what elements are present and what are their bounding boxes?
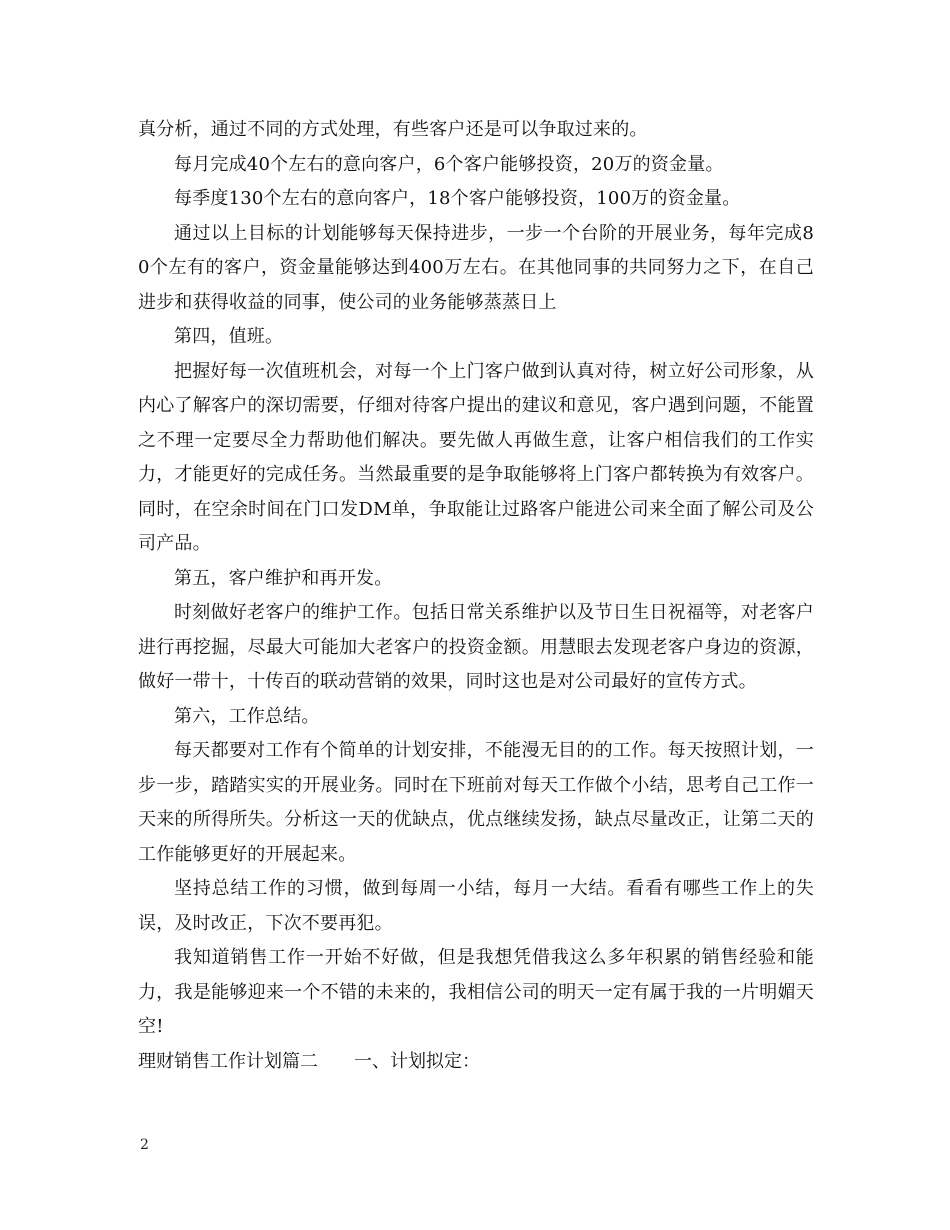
next-section-subheading: 一、计划拟定：: [354, 1050, 480, 1072]
paragraph-monthly-target: 每月完成40个左右的意向客户，6个客户能够投资，20万的资金量。: [174, 153, 724, 175]
paragraph-continuation: 真分析，通过不同的方式处理，有些客户还是可以争取过来的。: [138, 119, 648, 140]
paragraph-daily-plan: 每天都要对工作有个简单的计划安排，不能漫无目的的工作。每天按照计划，一步一步，踏踏实实的开展业务。同时在下班前对每天工作做个小结，思考自己工作一天来的所得所失。分析这一天的优缺点，优点继续发扬，缺点尽量改正，让第二天的工作能够更好的开展起来。: [138, 740, 814, 865]
document-body: [138, 113, 814, 1079]
page-number: 2: [140, 1137, 149, 1153]
paragraph-duty: 把握好每一次值班机会，对每一个上门客户做到认真对待，树立好公司形象，从内心了解客户的深切需要，仔细对待客户提出的建议和意见，客户遇到问题，不能置之不理一定要尽全力帮助他们解决。要先做人再做生意，让客户相信我们的工作实力，才能更好的完成任务。当然最重要的是争取能够将上门客户都转换为有效客户。同时，在空余时间在门口发DM单，争取能让过路客户能进公司来全面了解公司及公司产品。: [138, 360, 814, 554]
paragraph-summary-habit: 坚持总结工作的习惯，做到每周一小结，每月一大结。看看有哪些工作上的失误，及时改正，下次不要再犯。: [138, 878, 814, 934]
next-section-line: [138, 1045, 814, 1080]
section-heading-duty: 第四，值班。: [174, 326, 284, 347]
next-section-title: 理财销售工作计划篇二: [138, 1050, 318, 1072]
paragraph-annual-target: 通过以上目标的计划能够每天保持进步，一步一个台阶的开展业务，每年完成80个左有的客户，资金量能够达到400万左右。在其他同事的共同努力之下，在自己进步和获得收益的同事，使公司的业务能够蒸蒸日上: [138, 222, 814, 313]
paragraph-client-maintenance: 时刻做好老客户的维护工作。包括日常关系维护以及节日生日祝福等，对老客户进行再挖掘，尽最大可能加大老客户的投资金额。用慧眼去发现老客户身边的资源，做好一带十，十传百的联动营销的效果，同时这也是对公司最好的宣传方式。: [138, 602, 814, 692]
paragraph-quarterly-target: 每季度130个左右的意向客户，18个客户能够投资，100万的资金量。: [174, 188, 741, 209]
paragraph-closing: 我知道销售工作一开始不好做，但是我想凭借我这么多年积累的销售经验和能力，我是能够迎来一个不错的未来的，我相信公司的明天一定有属于我的一片明媚天空!: [138, 947, 814, 1037]
section-heading-client-maintenance: 第五，客户维护和再开发。: [174, 567, 393, 589]
section-heading-work-summary: 第六，工作总结。: [174, 705, 320, 727]
